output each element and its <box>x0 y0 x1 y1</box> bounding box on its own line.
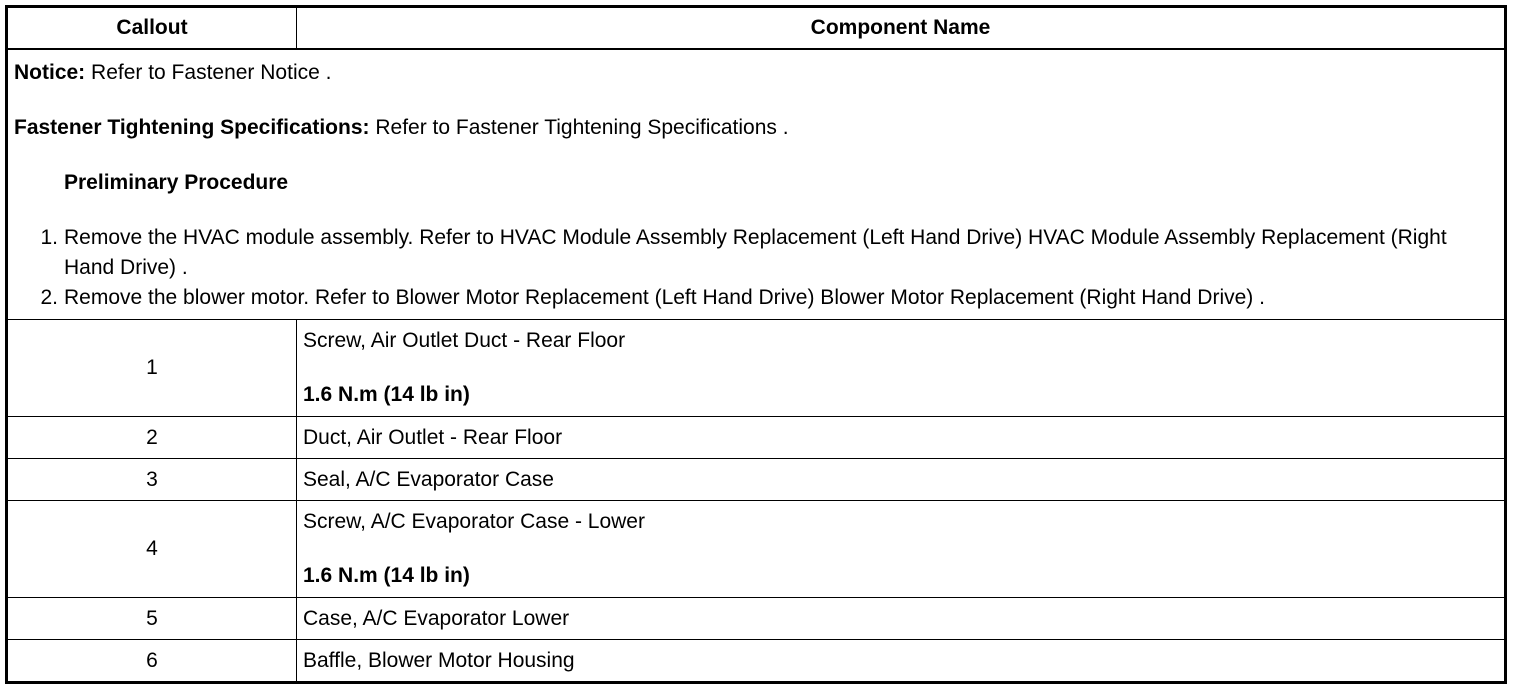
table-row <box>7 320 1506 417</box>
table-row <box>7 501 1506 598</box>
callout-table <box>5 5 1507 684</box>
component-name: Baffle, Blower Motor Housing <box>297 640 1506 683</box>
fastener-line <box>14 113 1498 143</box>
component-name: Duct, Air Outlet - Rear Floor <box>297 417 1506 459</box>
intro-cell <box>7 49 1506 320</box>
step-number: 2. <box>40 286 58 309</box>
callout-cell: 6 <box>7 640 297 683</box>
component-name: Case, A/C Evaporator Lower <box>297 598 1506 640</box>
component-cell <box>297 501 1506 598</box>
intro-row <box>7 49 1506 320</box>
callout-cell: 4 <box>7 501 297 598</box>
notice-text: Refer to Fastener Notice . <box>85 61 332 84</box>
table-row <box>7 640 1506 683</box>
component-name: Seal, A/C Evaporator Case <box>297 459 1506 501</box>
step-number: 1. <box>40 226 58 249</box>
callout-cell: 1 <box>7 320 297 417</box>
step-item <box>14 223 1498 283</box>
callout-cell: 5 <box>7 598 297 640</box>
notice-line <box>14 58 1498 88</box>
step-text: Remove the blower motor. Refer to Blower Motor Replacement (Left Hand Drive) Blower Motor Replacement (Right Hand Drive) . <box>64 286 1265 309</box>
preliminary-steps <box>14 223 1498 313</box>
torque-spec: 1.6 N.m (14 lb in) <box>303 383 470 406</box>
header-callout: Callout <box>7 7 297 50</box>
step-text: Remove the HVAC module assembly. Refer to HVAC Module Assembly Replacement (Left Hand Drive) HVAC Module Assembly Replacement (Right Hand Drive) . <box>64 226 1447 279</box>
header-component-name: Component Name <box>297 7 1506 50</box>
table-row <box>7 459 1506 501</box>
header-row <box>7 7 1506 50</box>
callout-cell: 2 <box>7 417 297 459</box>
component-name: Screw, A/C Evaporator Case - Lower <box>303 510 645 533</box>
fastener-text: Refer to Fastener Tightening Specifications . <box>369 116 789 139</box>
torque-spec: 1.6 N.m (14 lb in) <box>303 564 470 587</box>
table-row <box>7 598 1506 640</box>
table-row <box>7 417 1506 459</box>
component-cell <box>297 320 1506 417</box>
step-item <box>14 283 1498 313</box>
callout-cell: 3 <box>7 459 297 501</box>
notice-label: Notice: <box>14 61 86 84</box>
fastener-label: Fastener Tightening Specifications: <box>14 116 370 139</box>
component-name: Screw, Air Outlet Duct - Rear Floor <box>303 329 626 352</box>
preliminary-title: Preliminary Procedure <box>64 171 289 194</box>
